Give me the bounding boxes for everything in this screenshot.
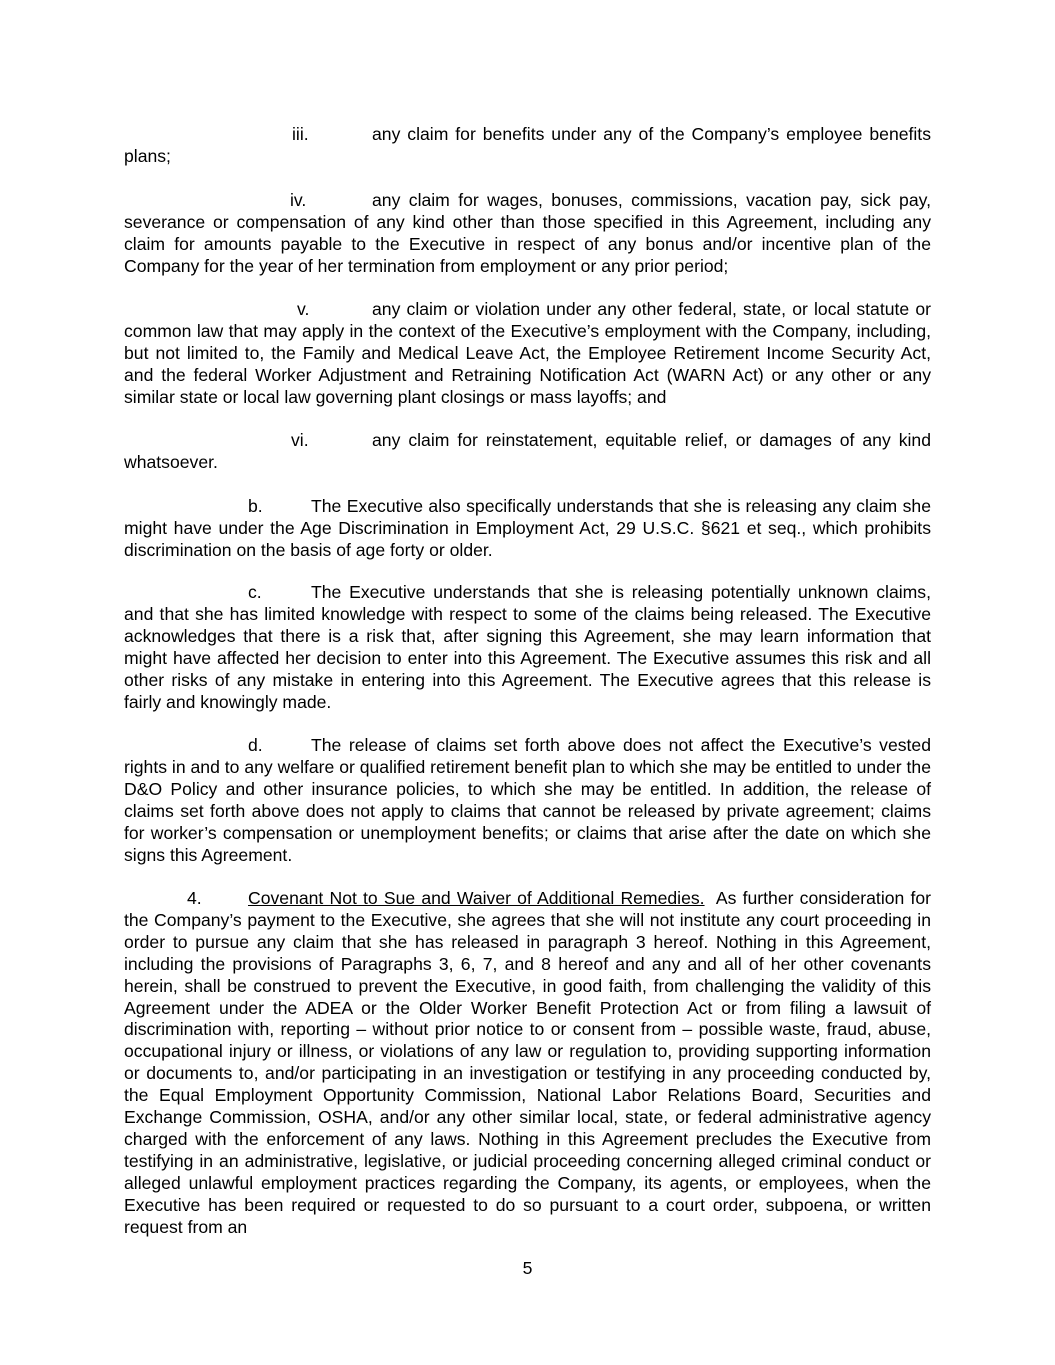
clause-d — [124, 735, 931, 866]
clause-v-number: v. — [297, 299, 310, 319]
clause-iv-number: iv. — [290, 190, 307, 210]
clause-iii-text: any claim for benefits under any of the Company’s employee benefits plans; — [124, 124, 931, 166]
clause-b-text: The Executive also specifically understands that she is releasing any claim she might have under the Age Discrimination in Employment Act, 29 U.S.C. §621 et seq., which prohibits discrimination on the basis of age forty or older. — [124, 496, 931, 560]
clause-iii-number: iii. — [292, 124, 309, 144]
clause-iv — [124, 190, 931, 278]
clause-vi-text: any claim for reinstatement, equitable relief, or damages of any kind whatsoever. — [124, 430, 931, 472]
clause-iii — [124, 124, 931, 168]
clause-c — [124, 582, 931, 713]
clause-b-number: b. — [248, 496, 263, 516]
clause-d-number: d. — [248, 735, 263, 755]
clause-c-number: c. — [248, 582, 262, 602]
clause-vi-number: vi. — [291, 430, 309, 450]
clause-v-text: any claim or violation under any other federal, state, or local statute or common law that may apply in the context of the Executive’s employment with the Company, including, but not limited to, the Family and Medical Leave Act, the Employee Retirement Income Security Act, and the federal Worker Adjustment and Retraining Notification Act (WARN Act) or any other or any similar state or local law governing plant closings or mass layoffs; and — [124, 299, 931, 407]
clause-d-text: The release of claims set forth above does not affect the Executive’s vested rights in and to any welfare or qualified retirement benefit plan to which she may be entitled to under the D&O Policy and other insurance policies, to which she may be entitled. In addition, the release of claims set forth above does not apply to claims that cannot be released by private agreement; claims for worker’s compensation or unemployment benefits; or claims that arise after the date on which she signs this Agreement. — [124, 735, 931, 865]
page-number: 5 — [522, 1258, 533, 1278]
section-4-number: 4. — [187, 888, 202, 908]
section-4-text: As further consideration for the Company’s payment to the Executive, she agrees that she will not institute any court proceeding in order to pursue any claim that she has released in paragraph 3 hereof. Nothing in this Agreement, including the provisions of Paragraphs 3, 6, 7, and 8 hereof and any and all of her other covenants herein, shall be construed to prevent the Executive, in good faith, from challenging the validity of this Agreement under the ADEA or the Older Worker Benefit Protection Act or from filing a lawsuit of discrimination with, reporting – without prior notice to or consent from – possible waste, fraud, abuse, occupational injury or illness, or violations of any law or regulation to, providing supporting information or documents to, and/or participating in an investigation or testifying in any proceeding conducted by, the Equal Employment Opportunity Commission, National Labor Relations Board, Securities and Exchange Commission, OSHA, and/or any other similar local, state, or federal administrative agency charged with the enforcement of any laws. Nothing in this Agreement precludes the Executive from testifying in an administrative, legislative, or judicial proceeding concerning alleged criminal conduct or alleged unlawful employment practices regarding the Company, its agents, or employees, when the Executive has been required or requested to do so pursuant to a court order, subpoena, or written request from an — [124, 888, 931, 1237]
clause-b — [124, 496, 931, 562]
clause-iv-text: any claim for wages, bonuses, commissions, vacation pay, sick pay, severance or compensation of any kind other than those specified in this Agreement, including any claim for amounts payable to the Executive in respect of any bonus and/or incentive plan of the Company for the year of her termination from employment or any prior period; — [124, 190, 931, 276]
clause-c-text: The Executive understands that she is releasing potentially unknown claims, and that she has limited knowledge with respect to some of the claims being released. The Executive acknowledges that there is a risk that, after signing this Agreement, she may learn information that might have affected her decision to enter into this Agreement. The Executive assumes this risk and all other risks of any mistake in entering into this Agreement. The Executive agrees that this release is fairly and knowingly made. — [124, 582, 931, 712]
clause-v — [124, 299, 931, 409]
clause-vi — [124, 430, 931, 474]
section-4 — [124, 888, 931, 1239]
section-4-heading: Covenant Not to Sue and Waiver of Additional Remedies. — [248, 888, 705, 908]
